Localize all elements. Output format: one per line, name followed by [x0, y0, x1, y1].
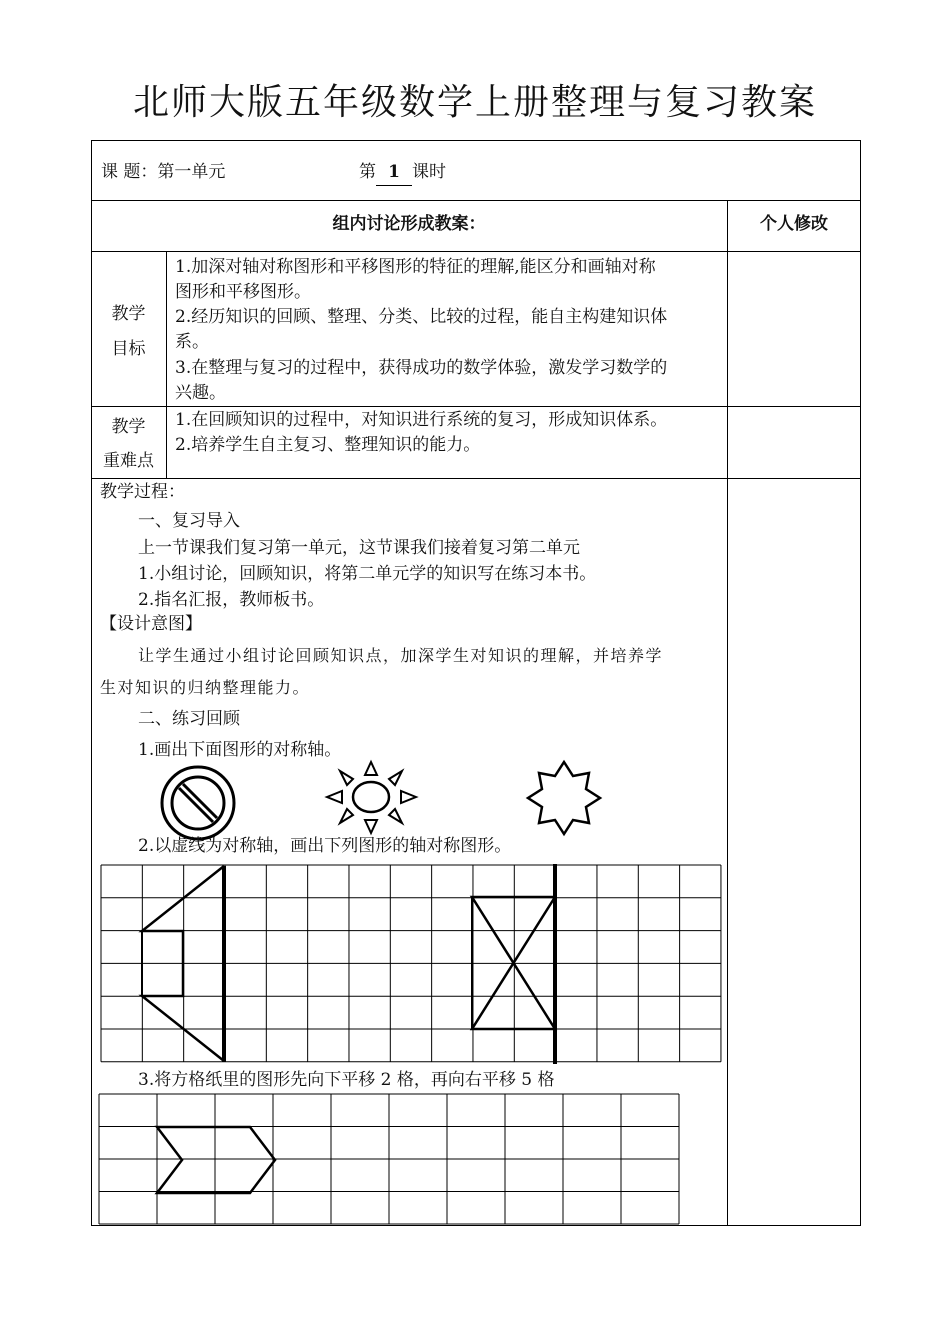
process-line: 1.小组讨论，回顾知识，将第二单元学的知识写在练习本书。: [138, 564, 597, 584]
label-column-divider: [166, 251, 167, 478]
row-divider: [91, 406, 861, 407]
lesson-prefix: 第: [359, 162, 376, 182]
process-line: 2.指名汇报，教师板书。: [138, 590, 325, 610]
row-divider: [91, 478, 861, 479]
column-divider: [727, 200, 728, 1226]
question-2: 2.以虚线为对称轴，画出下列图形的轴对称图形。: [138, 836, 512, 856]
keypoints-label-1: 教学: [111, 417, 146, 437]
keypoint-line: 1.在回顾知识的过程中，对知识进行系统的复习，形成知识体系。: [175, 410, 668, 430]
page-title: 北师大版五年级数学上册整理与复习教案: [132, 82, 817, 123]
topic-label: 课 题：: [101, 162, 158, 182]
symmetry-grid: [100, 864, 724, 1064]
question-1: 1.画出下面图形的对称轴。: [138, 740, 342, 760]
personal-column-header: 个人修改: [760, 214, 828, 234]
row-divider: [91, 251, 861, 252]
objective-line: 图形和平移图形。: [175, 282, 311, 302]
lesson-number: 1: [376, 160, 412, 186]
row-divider: [91, 200, 861, 201]
objective-line: 2.经历知识的回顾、整理、分类、比较的过程，能自主构建知识体: [175, 307, 668, 327]
design-intent-line: 让学生通过小组讨论回顾知识点，加深学生对知识的理解，并培养学: [138, 646, 664, 665]
objectives-label-1: 教学: [111, 304, 146, 324]
half-shape-right: [472, 864, 555, 1064]
translation-grid: [99, 1094, 683, 1226]
half-shape-left: [142, 866, 224, 1062]
design-intent-line: 生对知识的归纳整理能力。: [100, 678, 311, 697]
process-line: 上一节课我们复习第一单元，这节课我们接着复习第二单元: [138, 538, 580, 558]
sun-icon: [320, 757, 424, 841]
section-2-title: 二、练习回顾: [138, 709, 240, 729]
objectives-label-2: 目标: [111, 339, 146, 359]
topic-value: 第一单元: [157, 162, 226, 182]
section-1-title: 一、复习导入: [138, 511, 240, 531]
objective-line: 1.加深对轴对称图形和平移图形的特征的理解,能区分和画轴对称: [175, 257, 656, 277]
objective-line: 3.在整理与复习的过程中，获得成功的数学体验，激发学习数学的: [175, 358, 668, 378]
no-entry-sign-icon: [160, 765, 240, 845]
objective-line: 系。: [175, 332, 209, 352]
eight-point-star-icon: [526, 760, 602, 836]
question-3: 3.将方格纸里的图形先向下平移 2 格，再向右平移 5 格: [138, 1070, 555, 1090]
design-intent-label: 【设计意图】: [100, 614, 202, 634]
group-column-header: 组内讨论形成教案：: [332, 214, 486, 234]
objective-line: 兴趣。: [175, 383, 226, 403]
arrow-shape: [157, 1127, 275, 1193]
lesson-suffix: 课时: [412, 162, 446, 182]
topic-row: [101, 160, 225, 185]
lesson-row: [359, 160, 446, 186]
process-heading: 教学过程：: [100, 482, 185, 502]
keypoints-label-2: 重难点: [103, 451, 154, 471]
keypoint-line: 2.培养学生自主复习、整理知识的能力。: [175, 435, 481, 455]
